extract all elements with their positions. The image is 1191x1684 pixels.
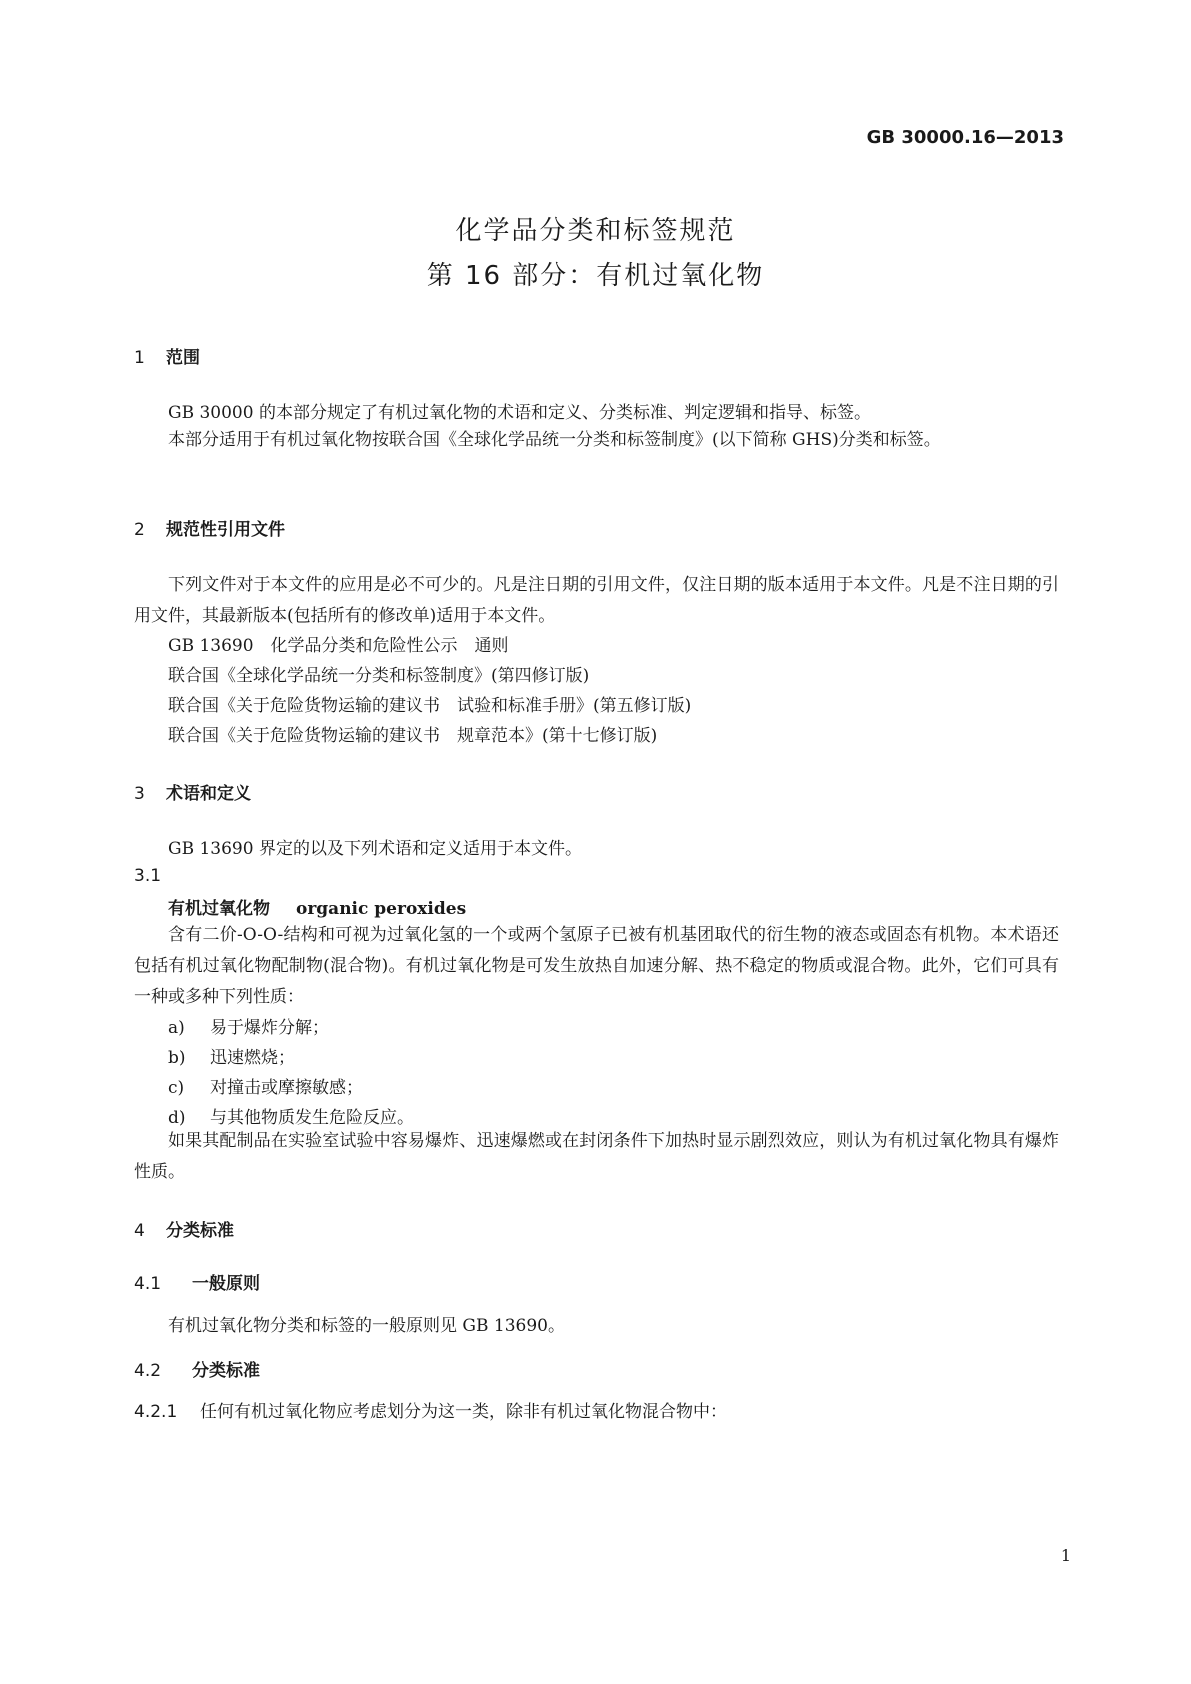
section-number: 1: [134, 348, 145, 368]
section-4-2-heading: [134, 1356, 260, 1381]
reference-item: 联合国《全球化学品统一分类和标签制度》(第四修订版): [168, 666, 590, 686]
list-text: 迅速燃烧；: [210, 1048, 295, 1068]
section-title: 一般原则: [192, 1274, 260, 1294]
section-4-heading: [134, 1216, 234, 1241]
section-2-para-1: 下列文件对于本文件的应用是必不可少的。凡是注日期的引用文件，仅注日期的版本适用于本文件。凡是不注日期的引用文件，其最新版本(包括所有的修改单)适用于本文件。: [134, 575, 1059, 626]
section-number: 4: [134, 1221, 145, 1241]
section-title: 分类标准: [192, 1361, 260, 1381]
section-4-2-1-para: [134, 1397, 727, 1422]
list-item: [168, 1103, 414, 1128]
section-1-para-2: 本部分适用于有机过氧化物按联合国《全球化学品统一分类和标签制度》(以下简称 GHS)分类和标签。: [168, 430, 941, 450]
section-2-heading: [134, 515, 285, 540]
document-title: 化学品分类和标签规范: [455, 216, 736, 246]
section-4-1-para: 有机过氧化物分类和标签的一般原则见 GB 13690。: [168, 1316, 565, 1336]
list-text: 对撞击或摩擦敏感；: [210, 1078, 363, 1098]
document-subtitle: 第 16 部分：有机过氧化物: [426, 261, 765, 291]
section-number: 4.2: [134, 1361, 162, 1381]
section-text: 任何有机过氧化物应考虑划分为这一类，除非有机过氧化物混合物中：: [200, 1402, 727, 1422]
section-3-para-last: 如果其配制品在实验室试验中容易爆炸、迅速爆燃或在封闭条件下加热时显示剧烈效应，则认为有机过氧化物具有爆炸性质。: [134, 1131, 1059, 1182]
section-number: 4.2.1: [134, 1402, 178, 1422]
term-chinese: 有机过氧化物: [168, 899, 270, 919]
section-1-para-1: GB 30000 的本部分规定了有机过氧化物的术语和定义、分类标准、判定逻辑和指导、标签。: [168, 403, 871, 423]
subsection-3-1-number: 3.1: [134, 866, 162, 886]
section-3-para-1: GB 13690 界定的以及下列术语和定义适用于本文件。: [168, 839, 582, 859]
reference-item: GB 13690 化学品分类和危险性公示 通则: [168, 636, 509, 656]
section-number: 2: [134, 520, 145, 540]
section-title: 分类标准: [166, 1221, 234, 1241]
list-marker: c): [168, 1078, 185, 1098]
term-english: organic peroxides: [296, 899, 467, 919]
list-text: 易于爆炸分解；: [210, 1018, 329, 1038]
list-marker: b): [168, 1048, 186, 1068]
term-definition: 含有二价-O-O-结构和可视为过氧化氢的一个或两个氢原子已被有机基团取代的衍生物的液态或固态有机物。本术语还包括有机过氧化物配制物(混合物)。有机过氧化物是可发生放热自加速分解、热不稳定的物质或混合物。此外，它们可具有一种或多种下列性质：: [134, 925, 1059, 1007]
list-marker: d): [168, 1108, 186, 1128]
list-marker: a): [168, 1018, 185, 1038]
section-title: 范围: [166, 348, 200, 368]
reference-item: 联合国《关于危险货物运输的建议书 规章范本》(第十七修订版): [168, 726, 658, 746]
reference-item: 联合国《关于危险货物运输的建议书 试验和标准手册》(第五修订版): [168, 696, 692, 716]
section-title: 规范性引用文件: [166, 520, 285, 540]
list-item: [168, 1013, 329, 1038]
section-1-heading: [134, 343, 200, 368]
section-title: 术语和定义: [166, 784, 251, 804]
page-number: 1: [1060, 1546, 1071, 1565]
standard-code: GB 30000.16—2013: [866, 127, 1064, 148]
section-4-1-heading: [134, 1269, 260, 1294]
section-number: 3: [134, 784, 145, 804]
term-entry: [168, 894, 466, 919]
list-item: [168, 1073, 363, 1098]
section-3-heading: [134, 779, 251, 804]
list-item: [168, 1043, 295, 1068]
section-number: 4.1: [134, 1274, 162, 1294]
list-text: 与其他物质发生危险反应。: [210, 1108, 414, 1128]
